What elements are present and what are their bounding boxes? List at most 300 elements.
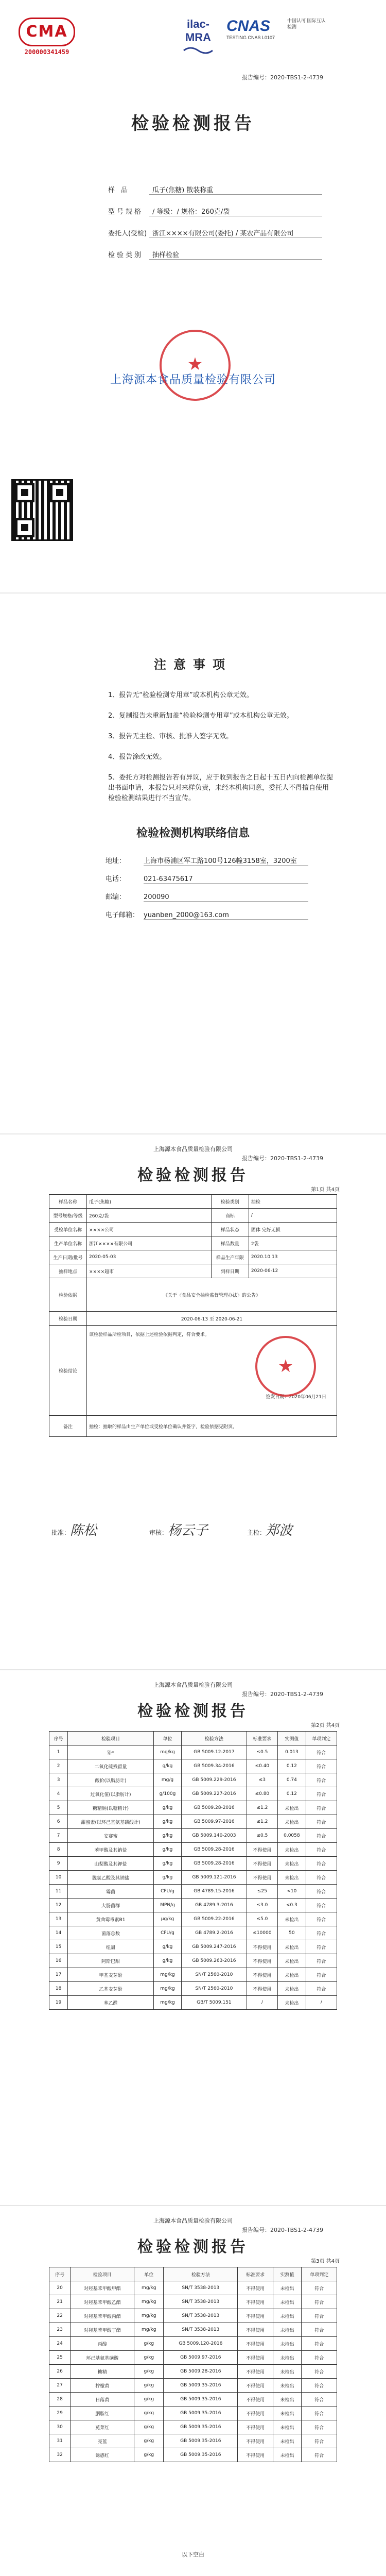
table-cell: g/kg: [153, 1829, 182, 1843]
column-header: 检验方法: [182, 1732, 247, 1745]
table-cell: SN/T 3538-2013: [164, 2281, 238, 2295]
table-cell: g/kg: [153, 1954, 182, 1968]
table-cell: 符合: [306, 1871, 337, 1885]
table-cell: 0.12: [278, 1787, 306, 1801]
column-header: 实测值: [278, 1732, 306, 1745]
table-row: [49, 1954, 337, 1968]
table-cell: ≤0.80: [247, 1787, 278, 1801]
table-cell: ≤25: [247, 1885, 278, 1899]
cell: 瓜子(焦糖): [87, 1195, 212, 1209]
table-cell: 诱惑红: [71, 2448, 134, 2462]
table-cell: GB/T 5009.151: [182, 1996, 247, 2010]
table-cell: g/kg: [153, 1801, 182, 1815]
table-cell: 32: [49, 2448, 71, 2462]
table-cell: 未检出: [278, 1982, 306, 1996]
contact-key: 电子邮箱：: [106, 911, 139, 919]
table-cell: <10: [278, 1885, 306, 1899]
conclusion-text: 该检验样品所检项目，依据上述检验依据判定，符合要求。: [89, 1332, 210, 1337]
table-row: [49, 1250, 337, 1264]
table-cell: 符合: [306, 1926, 337, 1940]
table-cell: 丙酸: [71, 2337, 134, 2351]
table-cell: 符合: [302, 2448, 337, 2462]
signature-review: [149, 1520, 208, 1539]
table-cell: 脱氢乙酸及其钠盐: [68, 1871, 153, 1885]
cell: 抽样地点: [49, 1264, 87, 1278]
contact-title: 检验检测机构联络信息: [136, 826, 250, 840]
table-cell: 符合: [306, 1912, 337, 1926]
table-cell: ≤5.0: [247, 1912, 278, 1926]
column-header: 单位: [153, 1732, 182, 1745]
table-cell: 纽甜: [68, 1940, 153, 1954]
table-cell: 符合: [302, 2393, 337, 2406]
table-cell: 山梨酸及其钾盐: [68, 1857, 153, 1871]
cell: ××××公司: [87, 1223, 212, 1236]
table-cell: 23: [49, 2323, 71, 2337]
table-cell: 符合: [302, 2434, 337, 2448]
table-cell: g/kg: [134, 2434, 164, 2448]
table-cell: 符合: [302, 2351, 337, 2365]
table-cell: 未检出: [278, 1871, 306, 1885]
table-cell: g/kg: [134, 2406, 164, 2420]
contact-key: 地址：: [106, 857, 126, 865]
table-row: [49, 1326, 337, 1416]
table-cell: 27: [49, 2379, 71, 2393]
table-row: [49, 1195, 337, 1209]
table-cell: 柠檬黄: [71, 2379, 134, 2393]
cell: 检验依据: [49, 1278, 87, 1312]
table-cell: 不得使用: [247, 1940, 278, 1954]
table-cell: ≤0.5: [247, 1829, 278, 1843]
table-cell: 符合: [306, 1885, 337, 1899]
table-cell: 0.74: [278, 1773, 306, 1787]
table-cell: 符合: [306, 1787, 337, 1801]
table-cell: g/kg: [153, 1940, 182, 1954]
table-cell: 不得使用: [238, 2351, 273, 2365]
table-row: [49, 2406, 337, 2420]
cell: 生产日期/批号: [49, 1250, 87, 1264]
row-key: 型号规格: [108, 208, 144, 216]
signature: 杨云子: [168, 1523, 208, 1538]
table-cell: GB 5009.97-2016: [182, 1815, 247, 1829]
table-cell: 14: [49, 1926, 68, 1940]
cell: 2020.10.13: [249, 1250, 337, 1264]
table-row: [49, 1829, 337, 1843]
table-cell: g/kg: [153, 1843, 182, 1857]
contact-key: 邮编：: [106, 893, 126, 901]
table-cell: /: [247, 1996, 278, 2010]
table-cell: 日落黄: [71, 2393, 134, 2406]
row-value: 瓜子(焦糖) 散装称重: [149, 184, 322, 195]
cell: 商标: [211, 1209, 249, 1223]
table-cell: 不得使用: [238, 2393, 273, 2406]
contact-key: 电话：: [106, 875, 126, 883]
table-cell: ≤1.2: [247, 1815, 278, 1829]
table-cell: GB 5009.97-2016: [164, 2351, 238, 2365]
table-cell: 未检出: [278, 1857, 306, 1871]
cma-logo: [19, 18, 75, 56]
table-row: [49, 1982, 337, 1996]
table-cell: 符合: [302, 2323, 337, 2337]
table-cell: 酸价(以脂肪计): [68, 1773, 153, 1787]
table-cell: GB 5009.12-2017: [182, 1745, 247, 1759]
official-seal: [160, 330, 231, 401]
table-cell: 胭脂红: [71, 2406, 134, 2420]
cnas-number: TESTING CNAS L0107: [226, 35, 275, 40]
signature-label: 批准：: [51, 1529, 71, 1536]
ilac-mark: ilac-MRA: [185, 18, 212, 44]
table-cell: g/kg: [134, 2351, 164, 2365]
table-cell: ≤0.5: [247, 1745, 278, 1759]
contact-row-phone: [106, 873, 308, 884]
table-cell: 未检出: [273, 2406, 302, 2420]
cell: 型号规格/等级: [49, 1209, 87, 1223]
conclusion-cell: [87, 1326, 337, 1416]
table-row: [49, 1759, 337, 1773]
cell: 《关于〈食品安全抽检监督管理办法〉的公告》: [87, 1278, 337, 1312]
table-cell: 不得使用: [247, 1843, 278, 1857]
table-cell: mg/kg: [153, 1968, 182, 1982]
table-cell: 苯甲酸及其钠盐: [68, 1843, 153, 1857]
report-org: 上海源本食品质量检验有限公司: [153, 2217, 233, 2224]
table-cell: 不得使用: [247, 1968, 278, 1982]
table-cell: 未检出: [273, 2351, 302, 2365]
notice-item: 2、复制报告未重新加盖“检验检测专用章”或本机构公章无效。: [108, 712, 293, 720]
signature: 陈松: [70, 1523, 97, 1538]
column-header: 单位: [134, 2267, 164, 2281]
cell: 检验日期: [49, 1312, 87, 1326]
page-divider: [0, 1669, 386, 1670]
table-cell: GB 5009.121-2016: [182, 1871, 247, 1885]
table-cell: 30: [49, 2420, 71, 2434]
table-cell: 7: [49, 1829, 68, 1843]
table-cell: ≤10000: [247, 1926, 278, 1940]
table-cell: GB 5009.35-2016: [164, 2406, 238, 2420]
column-header: 标准要求: [247, 1732, 278, 1745]
table-cell: 13: [49, 1912, 68, 1926]
table-cell: 19: [49, 1996, 68, 2010]
table-cell: 未检出: [278, 1912, 306, 1926]
table-cell: 对羟基苯甲酸甲酯: [71, 2281, 134, 2295]
table-cell: 符合: [302, 2281, 337, 2295]
table-cell: mg/kg: [134, 2295, 164, 2309]
table-cell: 未检出: [278, 1996, 306, 2010]
table-header-row: [49, 2267, 337, 2281]
summary-table: [49, 1194, 337, 1437]
table-cell: 苯乙醛: [68, 1996, 153, 2010]
table-cell: ≤1.2: [247, 1801, 278, 1815]
contact-value: 上海市杨浦区军工路100号126幢3158室，3200室: [144, 855, 308, 866]
cell: 2020-06-13 至 2020-06-21: [87, 1312, 337, 1326]
table-cell: 符合: [306, 1899, 337, 1912]
table-cell: 21: [49, 2295, 71, 2309]
table-cell: 符合: [306, 1982, 337, 1996]
table-cell: 0.0058: [278, 1829, 306, 1843]
table-row: [49, 1968, 337, 1982]
table-cell: 3: [49, 1773, 68, 1787]
table-cell: 符合: [306, 1857, 337, 1871]
table-cell: 阿斯巴甜: [68, 1954, 153, 1968]
signature-label: 审核：: [149, 1529, 168, 1536]
table-row: [49, 2379, 337, 2393]
row-value: / 等级：/ 规格：260克/袋: [149, 206, 322, 216]
report-org: 上海源本食品质量检验有限公司: [153, 1682, 233, 1688]
contact-row-address: [106, 855, 308, 866]
table-cell: GB 5009.22-2016: [182, 1912, 247, 1926]
cell: 备注: [49, 1416, 87, 1437]
table-cell: /: [306, 1996, 337, 2010]
notice-item: 1、报告无“检验检测专用章”或本机构公章无效。: [108, 691, 253, 699]
table-cell: mg/kg: [134, 2281, 164, 2295]
table-cell: mg/g: [153, 1773, 182, 1787]
row-key: 样 品: [108, 187, 130, 194]
table-cell: 符合: [306, 1801, 337, 1815]
table-cell: 17: [49, 1968, 68, 1982]
table-cell: g/kg: [134, 2379, 164, 2393]
table-cell: g/kg: [153, 1871, 182, 1885]
table-row: [49, 1787, 337, 1801]
table-cell: 15: [49, 1940, 68, 1954]
table-row: [49, 1815, 337, 1829]
cell: ××××超市: [87, 1264, 212, 1278]
table-end-note: 以下空白: [182, 2551, 204, 2558]
table-cell: 25: [49, 2351, 71, 2365]
table-cell: CFU/g: [153, 1885, 182, 1899]
cell: 抽检：抽取的样品由生产单位或受检单位确认并签字，检验依据见附页。: [87, 1416, 337, 1437]
table-cell: SN/T 2560-2010: [182, 1968, 247, 1982]
notice-title: 注意事项: [154, 657, 232, 672]
table-cell: 未检出: [273, 2393, 302, 2406]
table-cell: 糖精钠(以糖精计): [68, 1801, 153, 1815]
table-cell: 未检出: [273, 2365, 302, 2379]
ilac-logo: [175, 18, 221, 48]
page-divider: [0, 2205, 386, 2206]
table-cell: 符合: [306, 1759, 337, 1773]
table-cell: 不得使用: [238, 2281, 273, 2295]
table-cell: 对羟基苯甲酸乙酯: [71, 2295, 134, 2309]
cell: 样品数量: [211, 1236, 249, 1250]
table-cell: 未检出: [278, 1954, 306, 1968]
sign-date: 签发日期：2020年06月21日: [266, 1395, 326, 1400]
table-cell: 对羟基苯甲酸丁酯: [71, 2323, 134, 2337]
table-cell: 未检出: [278, 1968, 306, 1982]
table-cell: SN/T 3538-2013: [164, 2295, 238, 2309]
cell: 检验类别: [211, 1195, 249, 1209]
notice-item: 3、报告无主检、审核、批准人签字无效。: [108, 733, 233, 740]
table-cell: GB 5009.227-2016: [182, 1787, 247, 1801]
table-cell: g/kg: [153, 1857, 182, 1871]
cell: 抽检: [249, 1195, 337, 1209]
page-mark: 第3页 共4页: [311, 2259, 340, 2264]
table-cell: 大肠菌群: [68, 1899, 153, 1912]
table-cell: SN/T 3538-2013: [164, 2323, 238, 2337]
table-cell: 未检出: [273, 2295, 302, 2309]
table-cell: 符合: [302, 2337, 337, 2351]
table-cell: 不得使用: [238, 2434, 273, 2448]
table-row: [49, 1996, 337, 2010]
table-cell: ≤3: [247, 1773, 278, 1787]
qr-code: [11, 479, 73, 541]
cell: 受检单位名称: [49, 1223, 87, 1236]
table-row: [49, 2434, 337, 2448]
table-cell: mg/kg: [153, 1745, 182, 1759]
table-cell: 0.12: [278, 1759, 306, 1773]
table-cell: 符合: [306, 1968, 337, 1982]
table-cell: GB 5009.140-2003: [182, 1829, 247, 1843]
signature-label: 主检：: [247, 1529, 266, 1536]
report-title: 检验检测报告: [137, 1166, 249, 1184]
table-row: [49, 2337, 337, 2351]
table-cell: GB 5009.28-2016: [182, 1843, 247, 1857]
table-cell: g/kg: [134, 2448, 164, 2462]
table-cell: 环己基氨基磺酸: [71, 2351, 134, 2365]
table-cell: 24: [49, 2337, 71, 2351]
ilac-wave-icon: [183, 44, 214, 56]
table-cell: SN/T 2560-2010: [182, 1982, 247, 1996]
table-cell: 符合: [302, 2420, 337, 2434]
table-cell: CFU/g: [153, 1926, 182, 1940]
cover-org-name: 上海源本食品质量检验有限公司: [110, 374, 276, 386]
table-cell: 1: [49, 1745, 68, 1759]
table-row: [49, 1926, 337, 1940]
table-cell: 不得使用: [238, 2295, 273, 2309]
table-cell: 不得使用: [247, 1871, 278, 1885]
cell: 到样日期: [211, 1264, 249, 1278]
table-cell: 符合: [302, 2406, 337, 2420]
table-row: [49, 2281, 337, 2295]
table-cell: 未检出: [278, 1815, 306, 1829]
table-cell: MPN/g: [153, 1899, 182, 1912]
column-header: 检验项目: [68, 1732, 153, 1745]
table-cell: <0.3: [278, 1899, 306, 1912]
table-cell: 9: [49, 1857, 68, 1871]
table-cell: 符合: [302, 2295, 337, 2309]
cma-mark: CMA: [19, 18, 75, 46]
table-cell: mg/kg: [153, 1982, 182, 1996]
column-header: 单项判定: [302, 2267, 337, 2281]
page-mark: 第1页 共4页: [311, 1187, 340, 1193]
cell: 样品状态: [211, 1223, 249, 1236]
cell: 浙江××××有限公司: [87, 1236, 212, 1250]
cover-title: 检验检测报告: [131, 113, 255, 134]
table-row: [49, 1209, 337, 1223]
table-cell: 符合: [306, 1815, 337, 1829]
table-cell: 符合: [302, 2309, 337, 2323]
table-cell: 8: [49, 1843, 68, 1857]
table-cell: 符合: [306, 1829, 337, 1843]
table-cell: 不得使用: [247, 1954, 278, 1968]
table-cell: 符合: [302, 2365, 337, 2379]
table-cell: 不得使用: [238, 2309, 273, 2323]
table-cell: GB 5009.35-2016: [164, 2420, 238, 2434]
column-header: 标准要求: [238, 2267, 273, 2281]
column-header: 单项判定: [306, 1732, 337, 1745]
table-cell: 未检出: [278, 1843, 306, 1857]
table-cell: g/kg: [153, 1759, 182, 1773]
table-cell: GB 5009.35-2016: [164, 2434, 238, 2448]
table-cell: 16: [49, 1954, 68, 1968]
table-cell: 5: [49, 1801, 68, 1815]
signature-approve: [51, 1520, 97, 1539]
page-divider: [0, 592, 386, 594]
table-cell: GB 5009.28-2016: [164, 2365, 238, 2379]
cell: 2020-05-03: [87, 1250, 212, 1264]
table-header-row: [49, 1732, 337, 1745]
table-cell: mg/kg: [134, 2323, 164, 2337]
table-row: [49, 2351, 337, 2365]
table-cell: 未检出: [273, 2337, 302, 2351]
table-cell: 不得使用: [238, 2420, 273, 2434]
table-row: [49, 2420, 337, 2434]
contact-row-zip: [106, 891, 308, 902]
table-cell: 不得使用: [238, 2448, 273, 2462]
table-row: [49, 1899, 337, 1912]
table-cell: ≤0.40: [247, 1759, 278, 1773]
table-cell: 符合: [306, 1843, 337, 1857]
page-divider: [0, 1133, 386, 1134]
table-cell: 6: [49, 1815, 68, 1829]
table-row: [49, 1940, 337, 1954]
column-header: 序号: [49, 2267, 71, 2281]
contact-value: 021-63475617: [144, 875, 308, 884]
table-row: [49, 1278, 337, 1312]
table-cell: 未检出: [278, 1801, 306, 1815]
table-cell: 10: [49, 1871, 68, 1885]
table-cell: GB 5009.28-2016: [182, 1857, 247, 1871]
table-cell: GB 5009.229-2016: [182, 1773, 247, 1787]
table-row: [49, 1236, 337, 1250]
table-row: [49, 1871, 337, 1885]
table-cell: 18: [49, 1982, 68, 1996]
report-title: 检验检测报告: [137, 2238, 249, 2256]
cover-row-spec: [108, 206, 322, 216]
table-row: [49, 2309, 337, 2323]
table-cell: 未检出: [273, 2309, 302, 2323]
cell: /: [249, 1209, 337, 1223]
contact-value: 200090: [144, 893, 308, 902]
cell: 2袋: [249, 1236, 337, 1250]
table-cell: ≤3.0: [247, 1899, 278, 1912]
table-cell: 不得使用: [238, 2379, 273, 2393]
signature-inspect: [247, 1520, 292, 1539]
table-cell: 不得使用: [238, 2365, 273, 2379]
table-cell: 20: [49, 2281, 71, 2295]
results-table: [49, 2267, 337, 2462]
table-cell: 对羟基苯甲酸丙酯: [71, 2309, 134, 2323]
cell: 生产单位名称: [49, 1236, 87, 1250]
table-row: [49, 1912, 337, 1926]
table-cell: 乙基麦芽酚: [68, 1982, 153, 1996]
table-cell: 符合: [306, 1954, 337, 1968]
table-cell: 亮蓝: [71, 2434, 134, 2448]
table-row: [49, 1843, 337, 1857]
table-cell: 糖精: [71, 2365, 134, 2379]
table-cell: 12: [49, 1899, 68, 1912]
table-cell: GB 5009.120-2016: [164, 2337, 238, 2351]
table-cell: 未检出: [278, 1940, 306, 1954]
table-cell: 不得使用: [238, 2406, 273, 2420]
table-cell: 26: [49, 2365, 71, 2379]
table-cell: g/kg: [134, 2365, 164, 2379]
cell: 样品生产年限: [211, 1250, 249, 1264]
table-cell: 未检出: [273, 2323, 302, 2337]
column-header: 检验方法: [164, 2267, 238, 2281]
table-cell: 霉菌: [68, 1885, 153, 1899]
notice-item: 4、报告涂改无效。: [108, 753, 166, 761]
cover-row-sample: [108, 184, 322, 195]
table-cell: SN/T 3538-2013: [164, 2309, 238, 2323]
column-header: 序号: [49, 1732, 68, 1745]
table-cell: 菌落总数: [68, 1926, 153, 1940]
